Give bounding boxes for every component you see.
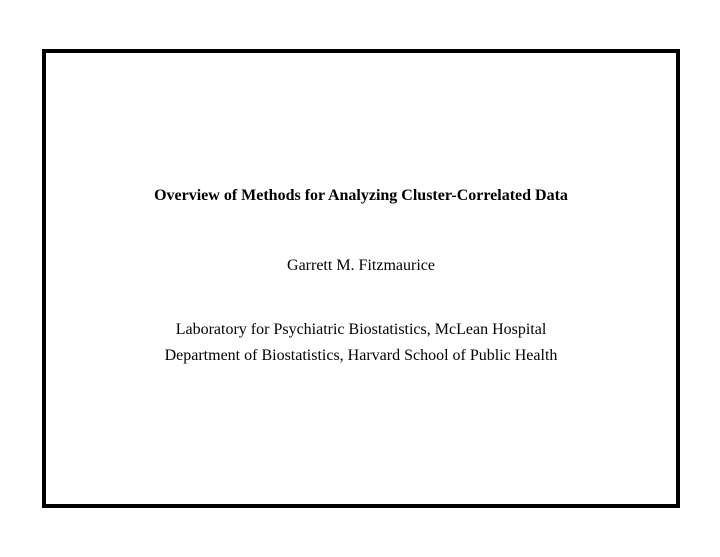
affiliation-line: Department of Biostatistics, Harvard School of Public Health: [164, 347, 558, 364]
slide-frame: [42, 49, 680, 508]
slide-title: Overview of Methods for Analyzing Cluster-Correlated Data: [154, 187, 568, 204]
author-name: Garrett M. Fitzmaurice: [287, 257, 435, 274]
affiliation-line: Laboratory for Psychiatric Biostatistics, McLean Hospital: [175, 321, 547, 338]
